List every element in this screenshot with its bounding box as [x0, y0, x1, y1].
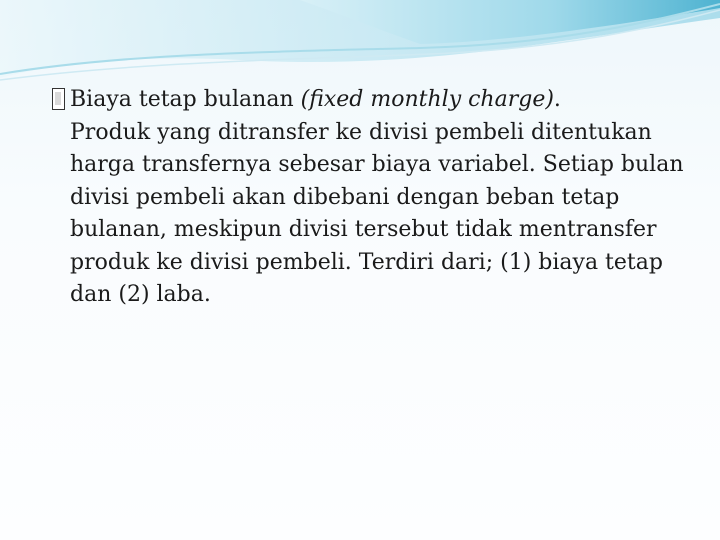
header-wave-decoration — [0, 0, 720, 90]
heading-italic: (fixed monthly charge) — [300, 87, 554, 112]
slide-content — [52, 84, 692, 312]
heading-suffix: . — [553, 87, 561, 112]
missing-glyph-bullet-icon — [52, 88, 65, 110]
heading-prefix: Biaya tetap bulanan — [70, 87, 301, 112]
bullet-paragraph — [52, 84, 692, 312]
body-text: Produk yang ditransfer ke divisi pembeli ditentukan harga transfernya sebesar biaya variabel. Setiap bulan divisi pembeli akan dibebani dengan beban tetap bulanan, meskipun divisi tersebut tidak mentransfer produk ke divisi pembeli. Terdiri dari; (1) biaya tetap dan (2) laba. — [70, 119, 684, 307]
